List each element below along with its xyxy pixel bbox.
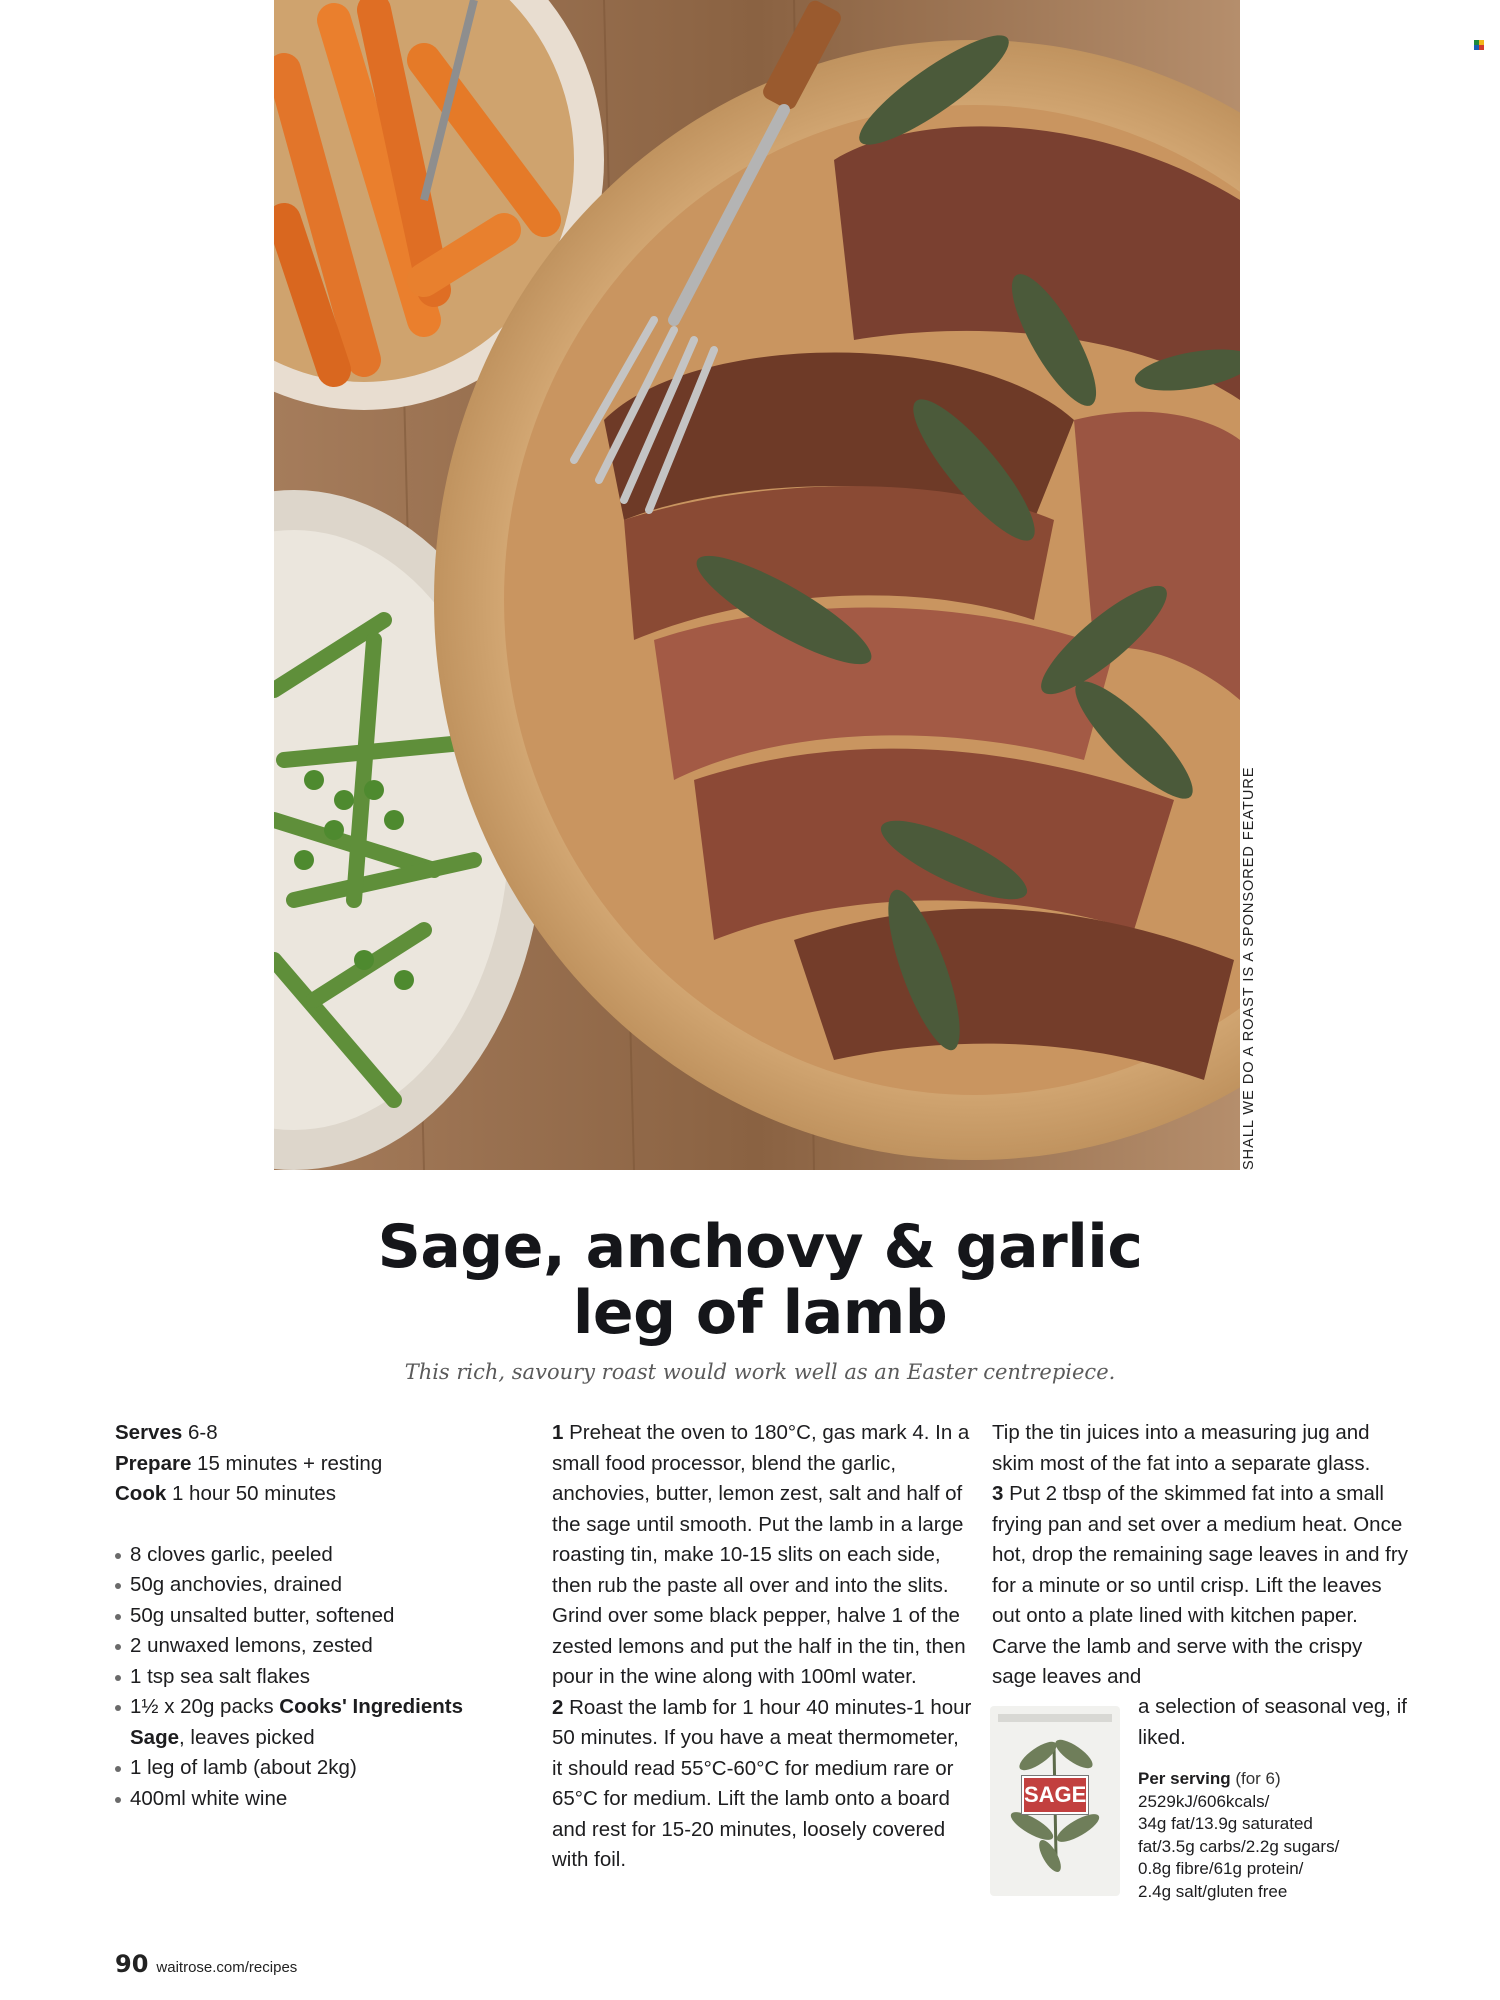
sage-prefix: 1½ x 20g packs [130,1695,280,1718]
sponsored-feature-caption: SHALL WE DO A ROAST IS A SPONSORED FEATURE [1241,766,1257,1170]
ingredient-item: 1 tsp sea salt flakes [115,1662,495,1693]
cook-value: 1 hour 50 minutes [166,1482,337,1505]
step-number: 3 [992,1482,1004,1505]
ingredient-item: 400ml white wine [115,1784,495,1815]
method-column-2 [992,1418,1412,1693]
hero-photo [274,0,1240,1170]
nutrition-serving: (for 6) [1230,1769,1281,1788]
cook-label: Cook [115,1482,167,1505]
ingredient-item: 2 unwaxed lemons, zested [115,1631,495,1662]
ingredient-item: 1 leg of lamb (about 2kg) [115,1753,495,1784]
nutrition-line: 2529kJ/606kcals/ [1138,1791,1270,1811]
step-number: 1 [552,1421,564,1444]
method-step-2-continued: Tip the tin juices into a measuring jug and skim most of the fat into a separate glass. [992,1421,1371,1475]
brand-mark-icon [1474,40,1484,50]
recipe-standfirst: This rich, savoury roast would work well as an Easter centrepiece. [404,1360,1116,1384]
method-step-3 [992,1479,1412,1693]
nutrition-label: Per serving [1138,1769,1231,1788]
sage-product-pack [990,1706,1120,1896]
serves-value: 6-8 [182,1421,218,1444]
sage-suffix: , leaves picked [179,1725,315,1749]
prepare-label: Prepare [115,1451,192,1475]
step-text: Preheat the oven to 180°C, gas mark 4. In a small food processor, blend the garlic, anchovies, butter, lemon zest, salt and half of the sage until smooth. Put the lamb in a large roasting tin, make 10-15 slits on each side, then rub the paste all over and into the slits. Grind over some black pepper, halve 1 of the zested lemons and put the half in the tin, then pour in the wine along with 100ml water. [552,1421,970,1688]
prepare-row [115,1449,495,1480]
ingredient-item: 50g unsalted butter, softened [115,1601,495,1632]
serves-label: Serves [115,1421,183,1444]
nutrition-info [1138,1768,1398,1903]
page-footer [115,1950,297,1978]
sage-product-name: Cooks' Ingredients Sage [130,1695,464,1749]
recipe-meta [115,1418,495,1510]
nutrition-line: 0.8g fibre/61g protein/ [1138,1859,1304,1878]
ingredients-column [115,1418,495,1814]
roast-lamb-illustration [274,0,1240,1170]
nutrition-line: 34g fat/13.9g saturated [1138,1814,1313,1833]
method-step-1 [552,1418,972,1693]
recipe-title-line-2: leg of lamb [572,1278,948,1348]
recipe-title-line-1: Sage, anchovy & garlic [377,1212,1143,1282]
page-number: 90 [115,1950,149,1978]
nutrition-line: 2.4g salt/gluten free [1138,1881,1288,1901]
ingredient-item-sage [115,1692,495,1753]
ingredient-item: 50g anchovies, drained [115,1570,495,1601]
ingredient-item: 8 cloves garlic, peeled [115,1540,495,1571]
method-step-2 [552,1693,972,1876]
step-number: 2 [552,1695,564,1719]
recipe-title [340,1214,1180,1346]
footer-url: waitrose.com/recipes [156,1959,298,1976]
method-column-1 [552,1418,972,1876]
nutrition-heading [1138,1768,1398,1791]
prepare-value: 15 minutes + resting [191,1451,383,1475]
method-step-3-tail: a selection of seasonal veg, if liked. [1138,1695,1407,1749]
step-text: Roast the lamb for 1 hour 40 minutes-1 hour 50 minutes. If you have a meat thermometer, it should read 55°C-60°C for medium rare or 65°C for medium. Lift the lamb onto a board and rest for 15-20 minutes, loosely covered with foil. [552,1695,972,1871]
nutrition-line: fat/3.5g carbs/2.2g sugars/ [1138,1836,1340,1856]
sage-pack-label: SAGE [1022,1776,1088,1814]
ingredient-list [115,1540,495,1815]
step-text: Put 2 tbsp of the skimmed fat into a small frying pan and set over a medium heat. Once hot, drop the remaining sage leaves in and fry for a minute or so until crisp. Lift the leaves out onto a plate lined with kitchen paper. Carve the lamb and serve with the crispy sage leaves and [992,1482,1408,1688]
cook-row [115,1479,495,1510]
serves-row [115,1418,495,1449]
